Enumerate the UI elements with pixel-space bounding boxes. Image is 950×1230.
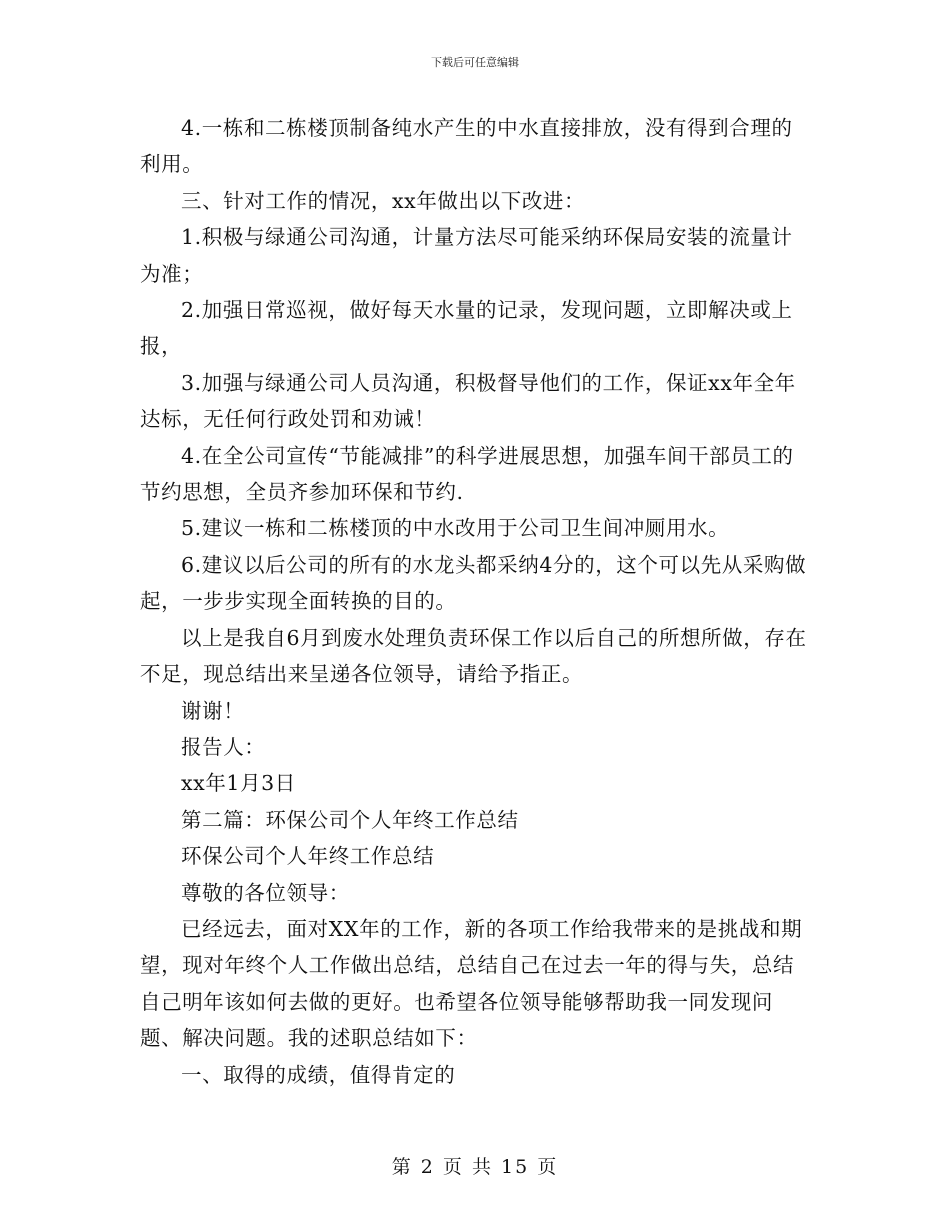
paragraph-improvement-6: 6.建议以后公司的所有的水龙头都采纳4分的，这个可以先从采购做起，一步步实现全面转换的目的。 [140,552,807,614]
second-article-subtitle: 环保公司个人年终工作总结 [181,844,435,869]
salutation: 尊敬的各位领导： [181,880,350,905]
paragraph-thanks: 谢谢！ [181,698,245,723]
page-header: 下载后可任意编辑 [431,56,519,69]
paragraph-improvement-4: 4.在全公司宣传“节能减排”的科学进展思想，加强车间干部员工的节约思想，全员齐参加环保和节约. [140,443,794,505]
paragraph-conclusion: 以上是我自6月到废水处理负责环保工作以后自己的所想所做，存在不足，现总结出来呈递各位领导，请给予指正。 [140,625,807,687]
section-heading-achievements: 一、取得的成绩，值得肯定的 [181,1062,456,1087]
document-body [140,110,810,1093]
paragraph-improvement-3: 3.加强与绿通公司人员沟通，积极督导他们的工作，保证xx年全年达标，无任何行政处罚和劝诫！ [140,370,796,432]
paragraph-improvement-2: 2.加强日常巡视，做好每天水量的记录，发现问题，立即解决或上报， [140,298,793,359]
page-footer: 第 2 页 共 15 页 [391,1156,559,1178]
second-article-title: 第二篇：环保公司个人年终工作总结 [181,807,519,832]
report-date: xx年1月3日 [181,771,296,796]
paragraph-item-4-reuse: 4.一栋和二栋楼顶制备纯水产生的中水直接排放，没有得到合理的利用。 [140,116,793,177]
reporter-label: 报告人： [181,734,266,759]
paragraph-improvement-1: 1.积极与绿通公司沟通，计量方法尽可能采纳环保局安装的流量计为准； [140,225,793,286]
paragraph-improvement-5: 5.建议一栋和二栋楼顶的中水改用于公司卫生间冲厕用水。 [181,516,730,541]
section-heading-improvements: 三、针对工作的情况，xx年做出以下改进： [181,188,586,213]
paragraph-intro: 已经远去，面对XX年的工作，新的各项工作给我带来的是挑战和期望，现对年终个人工作做出总结，总结自己在过去一年的得与失，总结自己明年该如何去做的更好。也希望各位领导能够帮助我一同发现问题、解决问题。我的述职总结如下： [140,916,803,1051]
